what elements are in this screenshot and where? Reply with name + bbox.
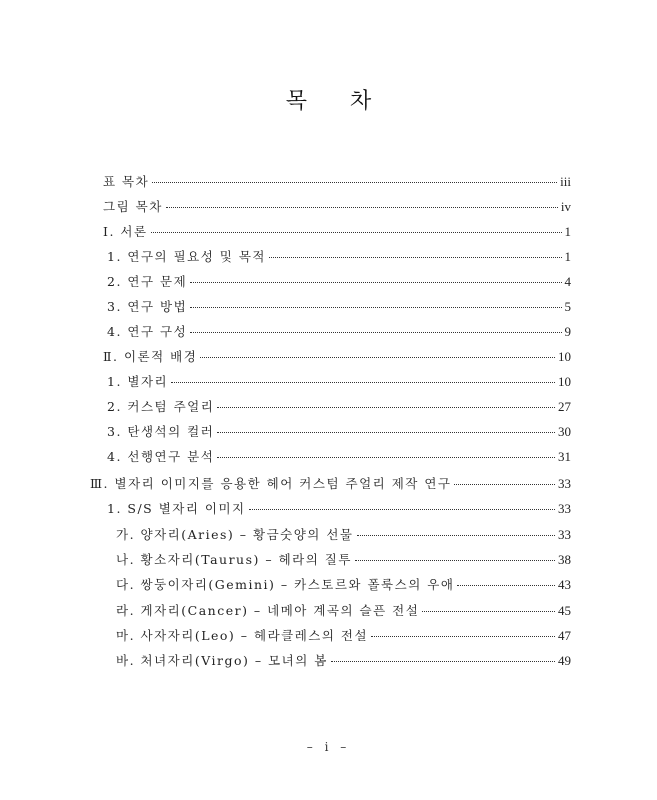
dot-leader <box>217 457 555 458</box>
toc-entry[interactable] <box>107 397 571 417</box>
toc-entry-page: iii <box>560 174 571 189</box>
toc-entry-label: 나. 황소자리(Taurus) – 헤라의 질투 <box>116 552 352 567</box>
toc-entry[interactable] <box>90 474 571 494</box>
toc-entry[interactable] <box>107 372 571 392</box>
toc-entry-page: 5 <box>564 299 571 314</box>
toc-entry[interactable] <box>116 550 571 570</box>
toc-entry-page: 43 <box>558 577 571 592</box>
toc-entry-label: 3. 탄생석의 컬러 <box>107 424 215 439</box>
toc-entry-label: 4. 선행연구 분석 <box>107 449 215 464</box>
dot-leader <box>171 382 555 383</box>
toc-entry-page: 38 <box>558 552 571 567</box>
toc-entry[interactable] <box>103 172 571 192</box>
toc-entry[interactable] <box>107 447 571 467</box>
toc-entry-page: 9 <box>564 324 571 339</box>
toc-entry-label: 다. 쌍둥이자리(Gemini) – 카스토르와 폴룩스의 우애 <box>116 577 455 592</box>
dot-leader <box>422 611 555 612</box>
dot-leader <box>357 535 555 536</box>
dot-leader <box>371 636 555 637</box>
toc-entry[interactable] <box>116 651 571 671</box>
toc-entry[interactable] <box>116 601 571 621</box>
toc-entry[interactable] <box>116 575 571 595</box>
toc-entry-label: 라. 게자리(Cancer) – 네메아 계곡의 슬픈 전설 <box>116 603 420 618</box>
toc-entry[interactable] <box>107 322 571 342</box>
toc-entry-page: 10 <box>558 349 571 364</box>
dot-leader <box>166 207 558 208</box>
toc-entry[interactable] <box>107 247 571 267</box>
toc-entry-label: 1. 별자리 <box>107 374 169 389</box>
toc-entry[interactable] <box>103 347 571 367</box>
toc-entry-label: 1. S/S 별자리 이미지 <box>107 501 246 516</box>
dot-leader <box>190 282 561 283</box>
toc-entry-page: 27 <box>558 399 571 414</box>
dot-leader <box>249 509 555 510</box>
page-number: – i – <box>306 740 351 754</box>
dot-leader <box>355 560 555 561</box>
toc-entry[interactable] <box>103 222 571 242</box>
toc-entry-label: 표 목차 <box>103 174 150 189</box>
toc-entry-label: Ⅲ. 별자리 이미지를 응용한 헤어 커스텀 주얼리 제작 연구 <box>90 476 452 491</box>
toc-entry[interactable] <box>107 422 571 442</box>
toc-entry-label: 가. 양자리(Aries) – 황금숫양의 선물 <box>116 527 354 542</box>
toc-entry[interactable] <box>107 297 571 317</box>
dot-leader <box>217 407 555 408</box>
toc-entry-label: 2. 커스텀 주얼리 <box>107 399 215 414</box>
dot-leader <box>152 182 557 183</box>
toc-entry-label: 4. 연구 구성 <box>107 324 188 339</box>
dot-leader <box>454 484 555 485</box>
toc-entry-label: 2. 연구 문제 <box>107 274 188 289</box>
dot-leader <box>269 257 562 258</box>
toc-entry[interactable] <box>107 499 571 519</box>
dot-leader <box>200 357 555 358</box>
toc-entry-page: 47 <box>558 628 571 643</box>
toc-entry[interactable] <box>107 272 571 292</box>
toc-entry-page: 33 <box>558 476 571 491</box>
dot-leader <box>217 432 555 433</box>
toc-entry-page: 45 <box>558 603 571 618</box>
dot-leader <box>190 332 561 333</box>
toc-entry-label: 1. 연구의 필요성 및 목적 <box>107 249 266 264</box>
toc-entry-page: 10 <box>558 374 571 389</box>
toc-entry-page: 30 <box>558 424 571 439</box>
toc-entry-page: iv <box>560 199 571 214</box>
toc-entry-label: Ⅰ. 서론 <box>103 224 148 239</box>
toc-entry[interactable] <box>116 525 571 545</box>
toc-entry-page: 33 <box>558 527 571 542</box>
toc-entry-label: 3. 연구 방법 <box>107 299 188 314</box>
toc-entry-page: 49 <box>558 653 571 668</box>
dot-leader <box>457 585 555 586</box>
toc-entry-label: Ⅱ. 이론적 배경 <box>103 349 198 364</box>
toc-entry[interactable] <box>116 626 571 646</box>
toc-entry-page: 33 <box>558 501 571 516</box>
page-title: 목 차 <box>285 89 390 114</box>
toc-entry-page: 1 <box>564 224 571 239</box>
toc-entry-page: 1 <box>564 249 571 264</box>
toc-entry-label: 마. 사자자리(Leo) – 헤라클레스의 전설 <box>116 628 369 643</box>
dot-leader <box>151 232 562 233</box>
toc-entry-label: 바. 처녀자리(Virgo) – 모녀의 봄 <box>116 653 328 668</box>
dot-leader <box>190 307 561 308</box>
toc-entry-label: 그림 목차 <box>103 199 163 214</box>
toc-entry-page: 31 <box>558 449 571 464</box>
toc-entry[interactable] <box>103 197 571 217</box>
dot-leader <box>331 661 555 662</box>
toc-entry-page: 4 <box>564 274 571 289</box>
